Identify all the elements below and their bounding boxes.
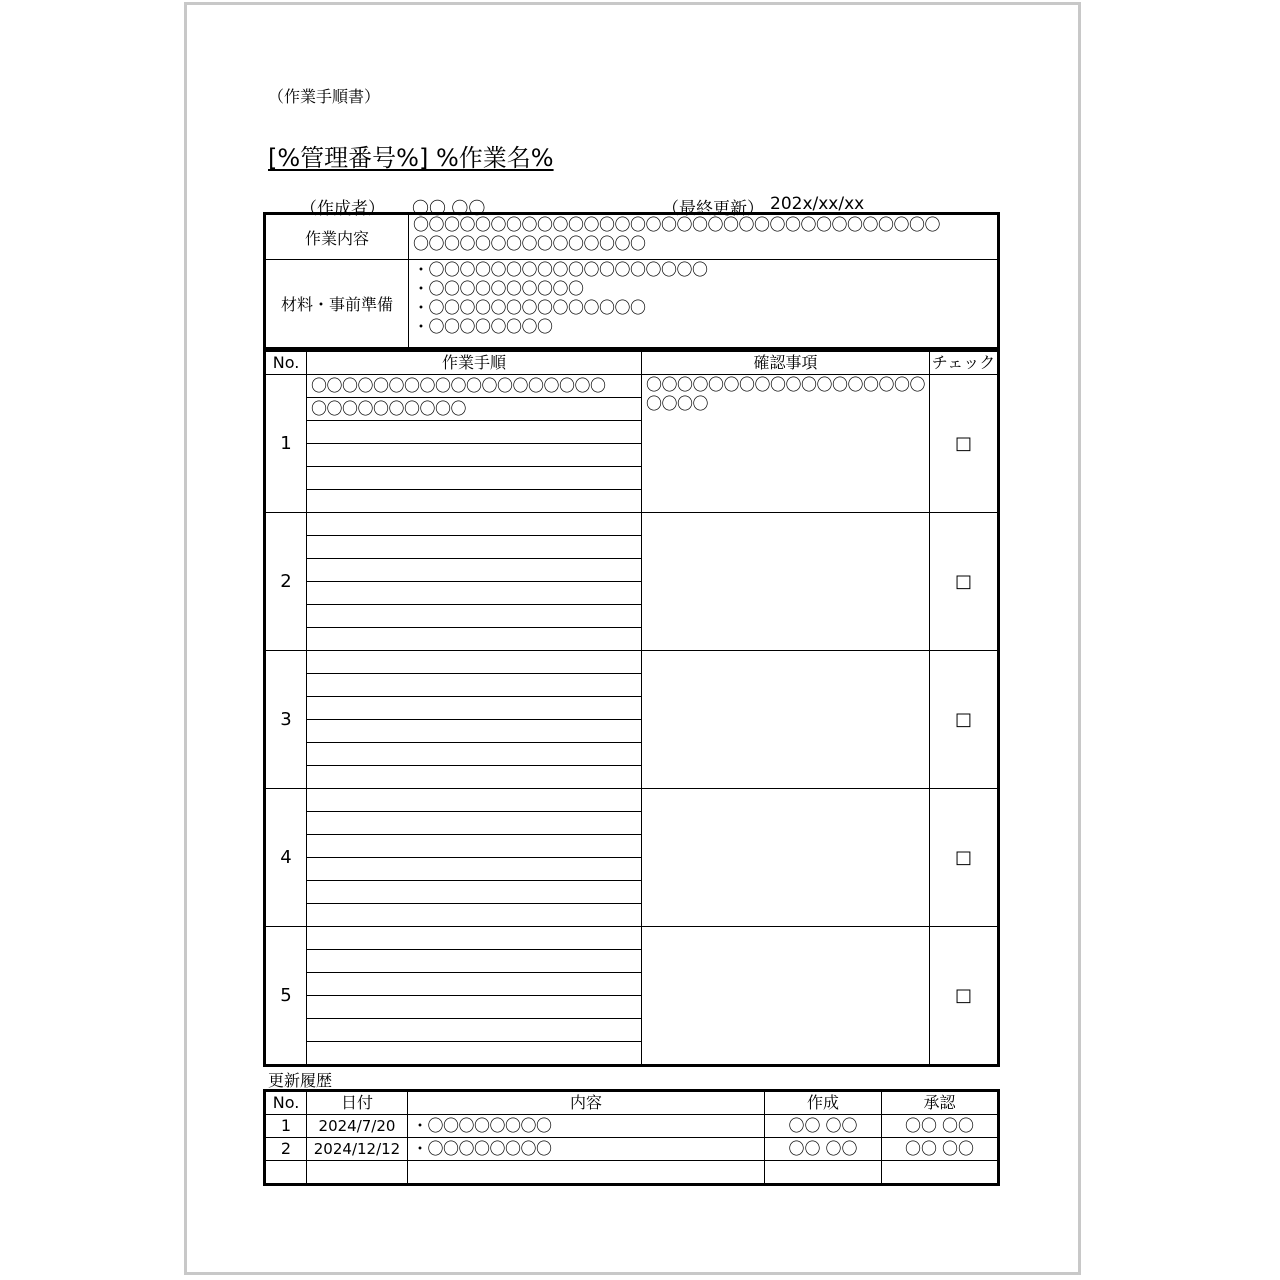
document-title: [%管理番号%] %作業名% (268, 144, 554, 172)
materials-label: 材料・事前準備 (265, 260, 409, 349)
procedure-line[interactable] (307, 996, 641, 1019)
procedure-line[interactable] (307, 490, 641, 512)
history-date: 2024/7/20 (307, 1115, 408, 1138)
procedure-line[interactable] (307, 789, 641, 812)
column-header-confirm: 確認事項 (642, 351, 930, 375)
step-procedure-cell (307, 513, 642, 651)
procedure-line[interactable] (307, 421, 641, 444)
procedure-line[interactable]: 〇〇〇〇〇〇〇〇〇〇 (307, 398, 641, 421)
step-confirm-cell[interactable] (642, 513, 930, 651)
column-header-procedure: 作業手順 (307, 351, 642, 375)
history-no: 1 (265, 1115, 307, 1138)
history-header-date: 日付 (307, 1091, 408, 1115)
procedure-line[interactable] (307, 674, 641, 697)
step-check-cell (930, 651, 999, 789)
checkbox-icon[interactable]: □ (954, 571, 972, 592)
step-confirm-cell[interactable] (642, 789, 930, 927)
procedure-step-row (265, 651, 999, 789)
step-number: 4 (265, 789, 307, 927)
checkbox-icon[interactable]: □ (954, 709, 972, 730)
procedure-line[interactable] (307, 858, 641, 881)
procedure-table (263, 350, 1000, 1067)
history-approver (882, 1161, 999, 1185)
history-row (265, 1115, 999, 1138)
procedure-line[interactable] (307, 766, 641, 788)
step-procedure-cell (307, 651, 642, 789)
step-number: 5 (265, 927, 307, 1066)
procedure-step-row (265, 789, 999, 927)
history-content: ・〇〇〇〇〇〇〇〇 (408, 1115, 765, 1138)
last-updated-value: 202x/xx/xx (770, 194, 865, 214)
step-check-cell (930, 513, 999, 651)
step-confirm-cell[interactable] (642, 651, 930, 789)
procedure-line[interactable] (307, 904, 641, 926)
history-row (265, 1161, 999, 1185)
author-value: 〇〇 〇〇 (412, 199, 486, 219)
materials-line: ・〇〇〇〇〇〇〇〇〇〇〇〇〇〇 (413, 298, 646, 317)
procedure-line[interactable] (307, 720, 641, 743)
checkbox-icon[interactable]: □ (954, 847, 972, 868)
step-procedure-cell (307, 375, 642, 513)
work-info-table (263, 212, 1000, 350)
document-type-label: （作業手順書） (268, 87, 381, 106)
procedure-line[interactable] (307, 950, 641, 973)
procedure-line[interactable] (307, 881, 641, 904)
step-confirm-cell[interactable] (642, 927, 930, 1066)
history-author (765, 1161, 882, 1185)
step-procedure-cell (307, 789, 642, 927)
history-header-approver: 承認 (882, 1091, 999, 1115)
checkbox-icon[interactable]: □ (954, 433, 972, 454)
procedure-line[interactable] (307, 467, 641, 490)
step-number: 1 (265, 375, 307, 513)
procedure-line[interactable] (307, 582, 641, 605)
work-content-line: 〇〇〇〇〇〇〇〇〇〇〇〇〇〇〇〇〇〇〇〇〇〇〇〇〇〇〇〇〇〇〇〇〇〇 (413, 215, 941, 234)
procedure-line[interactable] (307, 835, 641, 858)
procedure-line[interactable] (307, 1042, 641, 1064)
history-content (408, 1161, 765, 1185)
work-content-label: 作業内容 (265, 214, 409, 260)
history-no (265, 1161, 307, 1185)
procedure-line[interactable] (307, 536, 641, 559)
author-label: （作成者） (300, 199, 385, 219)
procedure-step-row (265, 375, 999, 513)
step-check-cell (930, 375, 999, 513)
history-header-no: No. (265, 1091, 307, 1115)
procedure-line[interactable] (307, 651, 641, 674)
procedure-line[interactable] (307, 513, 641, 536)
history-date (307, 1161, 408, 1185)
checkbox-icon[interactable]: □ (954, 985, 972, 1006)
procedure-step-row (265, 513, 999, 651)
materials-line: ・〇〇〇〇〇〇〇〇 (413, 317, 553, 336)
materials-value (409, 260, 999, 349)
work-content-value (409, 214, 999, 260)
history-no: 2 (265, 1138, 307, 1161)
procedure-line[interactable] (307, 973, 641, 996)
history-approver: 〇〇 〇〇 (882, 1138, 999, 1161)
step-confirm-cell[interactable]: 〇〇〇〇〇〇〇〇〇〇〇〇〇〇〇〇〇〇〇〇〇〇 (642, 375, 930, 513)
history-author: 〇〇 〇〇 (765, 1115, 882, 1138)
procedure-line[interactable] (307, 743, 641, 766)
work-content-line: 〇〇〇〇〇〇〇〇〇〇〇〇〇〇〇 (413, 234, 646, 253)
procedure-line[interactable] (307, 1019, 641, 1042)
step-number: 3 (265, 651, 307, 789)
history-approver: 〇〇 〇〇 (882, 1115, 999, 1138)
history-header-content: 内容 (408, 1091, 765, 1115)
history-date: 2024/12/12 (307, 1138, 408, 1161)
materials-line: ・〇〇〇〇〇〇〇〇〇〇 (413, 279, 584, 298)
history-row (265, 1138, 999, 1161)
step-check-cell (930, 927, 999, 1066)
procedure-line[interactable] (307, 697, 641, 720)
column-header-check: チェック (930, 351, 999, 375)
column-header-no: No. (265, 351, 307, 375)
materials-line: ・〇〇〇〇〇〇〇〇〇〇〇〇〇〇〇〇〇〇 (413, 260, 708, 279)
step-check-cell (930, 789, 999, 927)
procedure-step-row (265, 927, 999, 1066)
procedure-line[interactable]: 〇〇〇〇〇〇〇〇〇〇〇〇〇〇〇〇〇〇〇 (307, 375, 641, 398)
history-header-author: 作成 (765, 1091, 882, 1115)
update-history-table (263, 1089, 1000, 1186)
procedure-line[interactable] (307, 444, 641, 467)
procedure-line[interactable] (307, 605, 641, 628)
procedure-line[interactable] (307, 927, 641, 950)
procedure-line[interactable] (307, 559, 641, 582)
procedure-line[interactable] (307, 812, 641, 835)
step-procedure-cell (307, 927, 642, 1066)
history-author: 〇〇 〇〇 (765, 1138, 882, 1161)
update-history-label: 更新履歴 (268, 1071, 333, 1090)
step-number: 2 (265, 513, 307, 651)
last-updated-label: （最終更新） (662, 199, 764, 219)
history-content: ・〇〇〇〇〇〇〇〇 (408, 1138, 765, 1161)
procedure-line[interactable] (307, 628, 641, 650)
